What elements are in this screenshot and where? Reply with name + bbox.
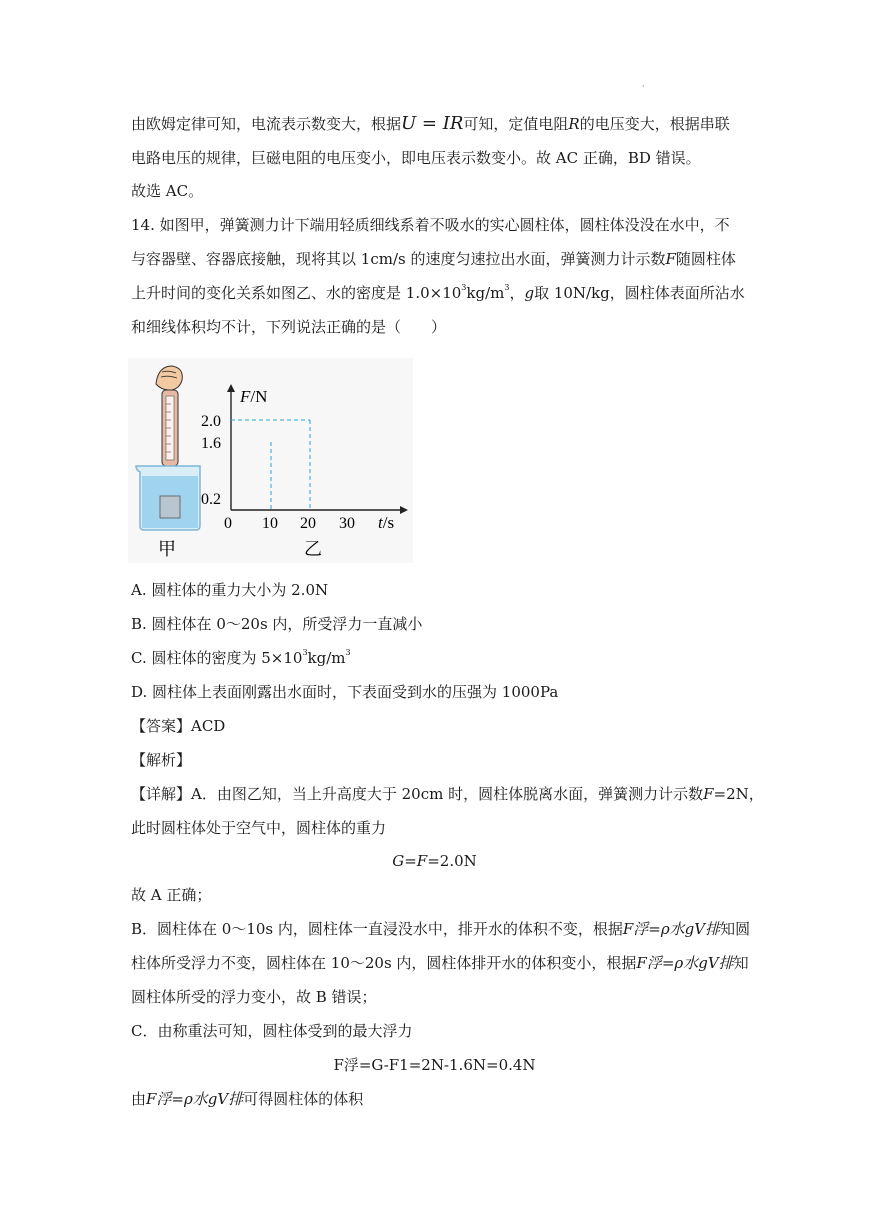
equation-gravity	[0, 851, 869, 871]
exponent: 3	[504, 283, 510, 292]
detail-line: 故 A 正确；	[131, 886, 212, 904]
var-R: R	[568, 115, 580, 133]
exponent: 3	[461, 283, 467, 292]
formula-buoyancy: F浮=ρ水gV排	[636, 954, 734, 972]
exponent: 3	[302, 648, 308, 657]
text-line: 电路电压的规律，巨磁电阻的电压变小，即电压表示数变小。故 AC 正确，BD 错误。	[131, 149, 701, 167]
detail-line: 此时圆柱体处于空气中，圆柱体的重力	[131, 819, 387, 837]
text-run: =2.0N	[427, 852, 477, 870]
exponent: 3	[345, 648, 351, 657]
var-F: F	[416, 852, 428, 870]
text-run: 知圆	[720, 920, 751, 938]
text-run: 知	[733, 954, 749, 972]
x-axis-label: t/s	[378, 513, 395, 532]
text-line: 故选 AC。	[131, 182, 204, 200]
text-run: C. 圆柱体的密度为 5×10	[131, 649, 303, 667]
text-run: ，	[509, 284, 525, 302]
x-tick-label: 0	[224, 515, 232, 532]
detail-line	[131, 919, 750, 939]
text-run: B．圆柱体在 0～10s 内，圆柱体一直浸没水中，排开水的体积不变，根据	[131, 920, 623, 938]
cylinder-block	[160, 496, 180, 518]
y-axis-label: F/N	[240, 387, 268, 406]
detail-line	[131, 953, 749, 973]
text-run: 由	[131, 1090, 147, 1108]
caption-jia: 甲	[158, 539, 176, 560]
text-run: 由欧姆定律可知，电流表示数变大，根据	[131, 115, 402, 133]
detail-line: C．由称重法可知，圆柱体受到的最大浮力	[131, 1022, 413, 1040]
question-line: 和细线体积均不计，下列说法正确的是（ ）	[131, 318, 447, 336]
text-run: kg/m	[466, 284, 505, 302]
y-tick-label: 2.0	[201, 413, 221, 430]
detail-line	[131, 784, 764, 804]
detail-line	[131, 1089, 363, 1109]
y-tick-label: 0.2	[201, 491, 221, 508]
option-a: A. 圆柱体的重力大小为 2.0N	[131, 581, 329, 599]
text-run: 与容器壁、容器底接触，现将其以 1cm/s 的速度匀速拉出水面，弹簧测力计示数	[131, 250, 666, 268]
equation-max-buoyancy: F浮=G-F1=2N-1.6N=0.4N	[333, 1056, 536, 1074]
text-run: kg/m	[307, 649, 346, 667]
answer-line: 【答案】ACD	[131, 717, 226, 735]
question-line	[131, 283, 745, 303]
var-F: F	[665, 250, 676, 268]
analysis-heading: 【解析】	[131, 751, 192, 769]
text-run: 柱体所受浮力不变，圆柱体在 10～20s 内，圆柱体排开水的体积变小，根据	[131, 954, 637, 972]
question-line	[131, 249, 736, 269]
var-F: F	[703, 785, 714, 803]
x-tick-label: 20	[300, 515, 316, 532]
x-tick-label: 10	[262, 515, 278, 532]
detail-line: 圆柱体所受的浮力变小，故 B 错误；	[131, 988, 377, 1006]
option-d: D. 圆柱体上表面刚露出水面时，下表面受到水的压强为 1000Pa	[131, 683, 559, 701]
figure-jia-yi	[128, 358, 413, 563]
text-run: 可得圆柱体的体积	[243, 1090, 364, 1108]
text-run: 可知，定值电阻	[463, 115, 569, 133]
text-run: 的电压变大，根据串联	[579, 115, 730, 133]
text-run: =	[404, 852, 417, 870]
text-run: 取 10N/kg，圆柱体表面所沾水	[534, 284, 745, 302]
var-G: G	[392, 852, 405, 870]
question-line: 14. 如图甲，弹簧测力计下端用轻质细线系着不吸水的实心圆柱体，圆柱体没没在水中，不	[131, 216, 730, 234]
text-line	[131, 114, 730, 134]
formula-ohm: U = IR	[401, 113, 464, 134]
formula-buoyancy: F浮=ρ水gV排	[146, 1090, 244, 1108]
text-run: 【详解】A．由图乙知，当上升高度大于 20cm 时，圆柱体脱离水面，弹簧测力计示数	[131, 785, 704, 803]
var-g: g	[524, 284, 535, 302]
beaker-icon	[136, 466, 200, 530]
caption-yi: 乙	[304, 539, 322, 560]
text-run: 随圆柱体	[675, 250, 736, 268]
x-tick-label: 30	[339, 515, 355, 532]
y-tick-label: 1.6	[201, 435, 221, 452]
page-mark: ·	[642, 82, 645, 91]
option-c	[131, 648, 351, 668]
formula-buoyancy: F浮=ρ水gV排	[622, 920, 721, 938]
option-b: B. 圆柱体在 0～20s 内，所受浮力一直减小	[131, 615, 423, 633]
text-run: 上升时间的变化关系如图乙、水的密度是 1.0×10	[131, 284, 462, 302]
text-run: =2N，	[713, 785, 764, 803]
